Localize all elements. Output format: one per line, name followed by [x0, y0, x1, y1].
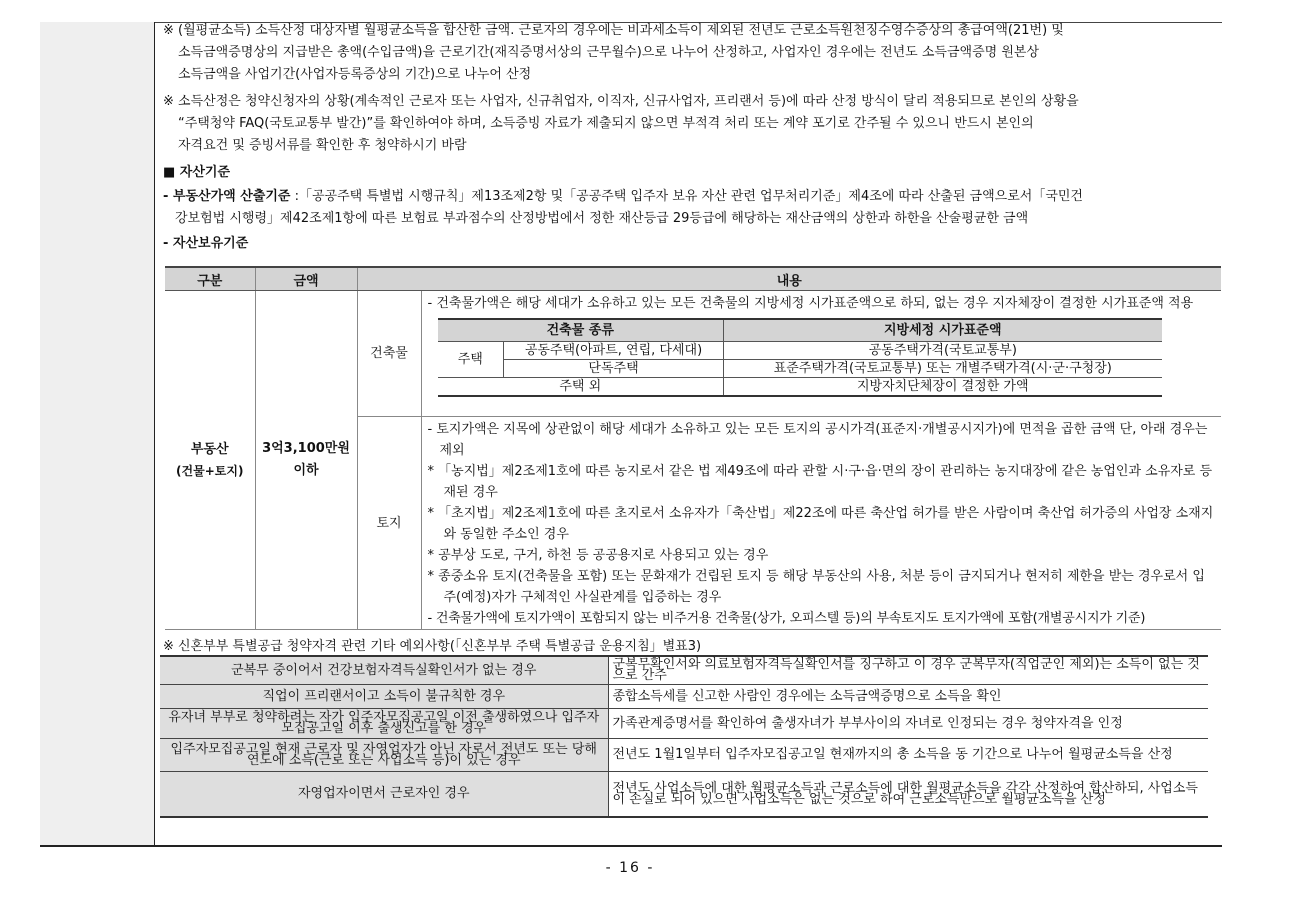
- land-line: - 건축물가액에 토지가액이 포함되지 않는 비주거용 건축물(상가, 오피스텔 등)의 부속토지도 토지가액에 포함(개별공시지가 기준): [427, 611, 1146, 626]
- exceptions-title: ※ 신혼부부 특별공급 청약자격 관련 기타 예외사항(「신혼부부 주택 특별공급 운용지침」별표3): [163, 639, 702, 654]
- income-calc-note: [163, 91, 1218, 157]
- exception-case: 군복무 중이어서 건강보험자격득실확인서가 없는 경우: [160, 656, 608, 684]
- land-line: * 「농지법」제2조제1호에 따른 농지로서 같은 법 제49조에 따라 관할 시·구·읍·면의 장이 관리하는 농지대장에 같은 농업인과 소유자로 등재된 경우: [427, 464, 1213, 500]
- building-content: [421, 291, 1221, 417]
- income-note-line-3: 소득금액을 사업기간(사업자등록증상의 기간)으로 나누어 산정: [178, 67, 532, 82]
- building-type: 주택 외: [438, 378, 724, 397]
- land-line: * 공부상 도로, 구거, 하천 등 공공용지로 사용되고 있는 경우: [427, 548, 769, 563]
- income-calc-note-line-3: 자격요건 및 증빙서류를 확인한 후 청약하시기 바람: [178, 138, 467, 153]
- exception-rule: 군복무확인서와 의료보험자격득실확인서를 징구하고 이 경우 군복무자(직업군인 제외)는 소득이 없는 것으로 간주: [608, 656, 1208, 684]
- building-type: 단독주택: [504, 360, 724, 378]
- header-content: 내용: [357, 267, 1221, 291]
- real-estate-price-basis: [163, 186, 1218, 230]
- building-value: 지방자치단체장이 결정한 가액: [724, 378, 1162, 397]
- holding-label: - 자산보유기준: [163, 236, 249, 251]
- income-note-line-1: ※ (월평균소득) 소득산정 대상자별 월평균소득을 합산한 금액. 근로자의 경우에는 비과세소득이 제외된 전년도 근로소득원천징수영수증상의 총급여액(21번) 및: [163, 23, 1064, 38]
- page-number: - 16 -: [605, 860, 655, 876]
- exception-rule: 종합소득세를 신고한 사람인 경우에는 소득금액증명으로 소득을 확인: [608, 684, 1208, 708]
- inner-header-value: 지방세정 시가표준액: [724, 319, 1162, 342]
- exceptions-table: [160, 655, 1208, 818]
- amount-sub: 이하: [293, 463, 319, 478]
- category-cell: [165, 291, 255, 630]
- land-content: [421, 417, 1221, 630]
- header-amount: 금액: [255, 267, 357, 291]
- income-calc-note-line-1: ※ 소득산정은 청약신청자의 상황(계속적인 근로자 또는 사업자, 신규취업자, 이직자, 신규사업자, 프리랜서 등)에 따라 산정 방식이 달리 적용되므로 본인의 상황을: [163, 94, 1079, 109]
- building-label: 건축물: [357, 291, 421, 417]
- building-value: 공동주택가격(국토교통부): [724, 342, 1162, 360]
- exception-case: 입주자모집공고일 현재 근로자 및 자영업자가 아닌 자로서 전년도 또는 당해 연도에 소득(근로 또는 사업소득 등)이 있는 경우: [160, 738, 608, 771]
- income-note-line-2: 소득금액증명상의 지급받은 총액(수입금액)을 근로기간(재직증명서상의 근무월수)으로 나누어 산정하고, 사업자인 경우에는 전년도 소득금액증명 원본상: [178, 45, 1040, 60]
- left-margin-column: [40, 22, 155, 845]
- exception-case: 자영업자이면서 근로자인 경우: [160, 771, 608, 817]
- amount-cell: [255, 291, 357, 630]
- building-desc: - 건축물가액은 해당 세대가 소유하고 있는 모든 건축물의 지방세정 시가표준액으로 하되, 없는 경우 지자체장이 결정한 시가표준액 적용: [427, 296, 1194, 311]
- exception-rule: 전년도 1월1일부터 입주자모집공고일 현재까지의 총 소득을 동 기간으로 나누어 월평균소득을 산정: [608, 738, 1208, 771]
- asset-table: [165, 266, 1221, 630]
- price-basis-text-2: 강보험법 시행령」제42조제1항에 따른 보험료 부과점수의 산정방법에서 정한 재산등급 29등급에 해당하는 재산금액의 상한과 하한을 산술평균한 금액: [175, 211, 1029, 226]
- building-type-table: [438, 318, 1162, 397]
- building-value: 표준주택가격(국토교통부) 또는 개별주택가격(시·군·구청장): [724, 360, 1162, 378]
- exception-case: 직업이 프리랜서이고 소득이 불규칙한 경우: [160, 684, 608, 708]
- exception-rule: 전년도 사업소득에 대한 월평균소득과 근로소득에 대한 월평균소득을 각각 산정하여 합산하되, 사업소득이 손실로 되어 있으면 사업소득은 없는 것으로 하여 근로소득만으로 월평균소득을 산정: [608, 771, 1208, 817]
- category-sub: (건물+토지): [176, 463, 244, 478]
- category-label: 부동산: [190, 441, 229, 457]
- amount-value: 3억3,100만원: [262, 441, 350, 456]
- land-line: * 종중소유 토지(건축물을 포함) 또는 문화재가 건립된 토지 등 해당 부동산의 사용, 처분 등이 금지되거나 현저히 제한을 받는 경우로서 입주(예정)자가 구체적인 사실관계를 입증하는 경우: [427, 569, 1205, 605]
- land-line: - 토지가액은 지목에 상관없이 해당 세대가 소유하고 있는 모든 토지의 공시가격(표준지·개별공시지가)에 면적을 곱한 금액 단, 아래 경우는 제외: [427, 422, 1208, 458]
- land-label: 토지: [357, 417, 421, 630]
- house-label: 주택: [438, 342, 504, 378]
- exception-case: 유자녀 부부로 청약하려는 자가 입주자모집공고일 이전 출생하였으나 입주자모집공고일 이후 출생신고를 한 경우: [160, 708, 608, 738]
- inner-header-type: 건축물 종류: [438, 319, 724, 342]
- exception-rule: 가족관계증명서를 확인하여 출생자녀가 부부사이의 자녀로 인정되는 경우 청약자격을 인정: [608, 708, 1208, 738]
- building-type: 공동주택(아파트, 연립, 다세대): [504, 342, 724, 360]
- bottom-rule: [40, 845, 1222, 847]
- price-basis-text: :「공공주택 특별법 시행규칙」제13조제2항 및「공공주택 입주자 보유 자산 관련 업무처리기준」제4조에 따라 산출된 금액으로서「국민건: [290, 189, 1083, 204]
- header-category: 구분: [165, 267, 255, 291]
- price-basis-label: - 부동산가액 산출기준: [163, 189, 291, 204]
- income-calc-note-line-2: “주택청약 FAQ(국토교통부 발간)”를 확인하여야 하며, 소득증빙 자료가 제출되지 않으면 부적격 처리 또는 계약 포기로 간주될 수 있으니 반드시 본인의: [178, 116, 1034, 131]
- asset-heading: ■ 자산기준: [163, 165, 231, 180]
- income-note: [163, 20, 1218, 86]
- land-line: * 「초지법」제2조제1호에 따른 초지로서 소유자가「축산법」제22조에 따른 축산업 허가를 받은 사람이며 축산업 허가증의 사업장 소재지와 동일한 주소인 경우: [427, 506, 1214, 542]
